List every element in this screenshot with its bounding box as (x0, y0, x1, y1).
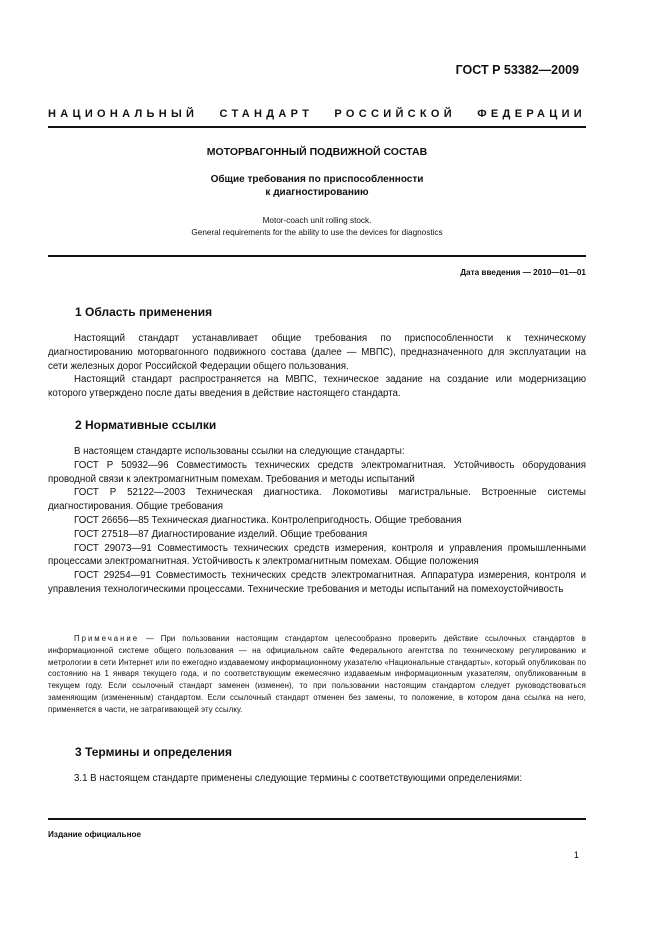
section1-heading: 1 Область применения (75, 305, 213, 319)
title-divider (48, 255, 586, 257)
page-number: 1 (573, 850, 579, 861)
reference-item: ГОСТ 29073—91 Совместимость технических средств измерения, контроля и управления промышленными процессами электромагнитная. Устойчивость к электромагнитным помехам. Общие положения (48, 542, 586, 568)
section1-paragraph-1: Настоящий стандарт устанавливает общие требования по приспособленности к техническому диагностированию моторвагонного подвижного состава (далее — МВПС), предназначенного для эксплуатации на сети железных дорог Российской Федерации общего пользования. (48, 333, 586, 372)
note-block (48, 633, 586, 716)
section2-heading: 2 Нормативные ссылки (75, 418, 217, 432)
reference-item: ГОСТ 27518—87 Диагностирование изделий. Общие требования (74, 528, 368, 540)
section2-intro: В настоящем стандарте использованы ссылки на следующие стандарты: (74, 446, 405, 457)
title-sub-line2: к диагностированию (265, 187, 369, 198)
section1-body (48, 332, 586, 401)
introduction-date: Дата введения — 2010—01—01 (460, 268, 586, 277)
title-en-line1: Motor-coach unit rolling stock. (262, 216, 372, 225)
title-en-line2: General requirements for the ability to use the devices for diagnostics (191, 228, 443, 237)
section1-paragraph-2: Настоящий стандарт распространяется на МВПС, техническое задание на создание или модернизацию которого утверждено после даты введения в действие настоящего стандарта. (48, 374, 586, 400)
note-text: — При пользовании настоящим стандартом целесообразно проверить действие ссылочных стандартов в информационной системе общего пользования — на официальном сайте Федерального агентства по техническому регулированию и метрологии в сети Интернет или по ежегодно издаваемому информационному указателю «Национальные стандарты», который опубликован по состоянию на 1 января текущего года, и по соответствующим ежемесячно издаваемым информационным указателям, опубликованным в текущем году. Если ссылочный стандарт заменен (изменен), то при пользовании настоящим стандартом следует руководствоваться заменяющим (измененным) стандартом. Если ссылочный стандарт отменен без замены, то положение, в котором дана ссылка на него, применяется в части, не затрагивающей эту ссылку. (48, 634, 586, 714)
footer-divider (48, 818, 586, 820)
document-number: ГОСТ Р 53382—2009 (455, 63, 579, 77)
note-label: Примечание (74, 634, 140, 643)
national-standard-banner (48, 108, 586, 120)
reference-item: ГОСТ Р 52122—2003 Техническая диагностика. Локомотивы магистральные. Встроенные системы диагностирования. Общие требования (48, 487, 586, 513)
reference-item: ГОСТ Р 50932—96 Совместимость технических средств электромагнитная. Устойчивость оборудования проводной связи к электромагнитным помехам. Требования и методы испытаний (48, 459, 586, 485)
title-sub-line1: Общие требования по приспособленности (210, 174, 424, 185)
section2-body (48, 445, 586, 597)
section3-heading: 3 Термины и определения (75, 745, 233, 759)
section3-body (48, 772, 586, 786)
title-sub (48, 173, 586, 199)
reference-item: ГОСТ 26656—85 Техническая диагностика. Контролепригодность. Общие требования (74, 514, 462, 526)
national-standard-text: НАЦИОНАЛЬНЫЙ СТАНДАРТ РОССИЙСКОЙ ФЕДЕРАЦИИ (48, 108, 586, 120)
title-main: МОТОРВАГОННЫЙ ПОДВИЖНОЙ СОСТАВ (206, 146, 428, 158)
section3-paragraph-1: 3.1 В настоящем стандарте применены следующие термины с соответствующими определениями: (74, 773, 523, 784)
top-divider (48, 126, 586, 128)
edition-label: Издание официальное (48, 830, 142, 839)
reference-item: ГОСТ 29254—91 Совместимость технических средств электромагнитная. Аппаратура измерения, контроля и управления технологическими процессами. Технические требования и методы испытаний на помехоустойчивость (48, 570, 586, 595)
title-english (48, 215, 586, 239)
